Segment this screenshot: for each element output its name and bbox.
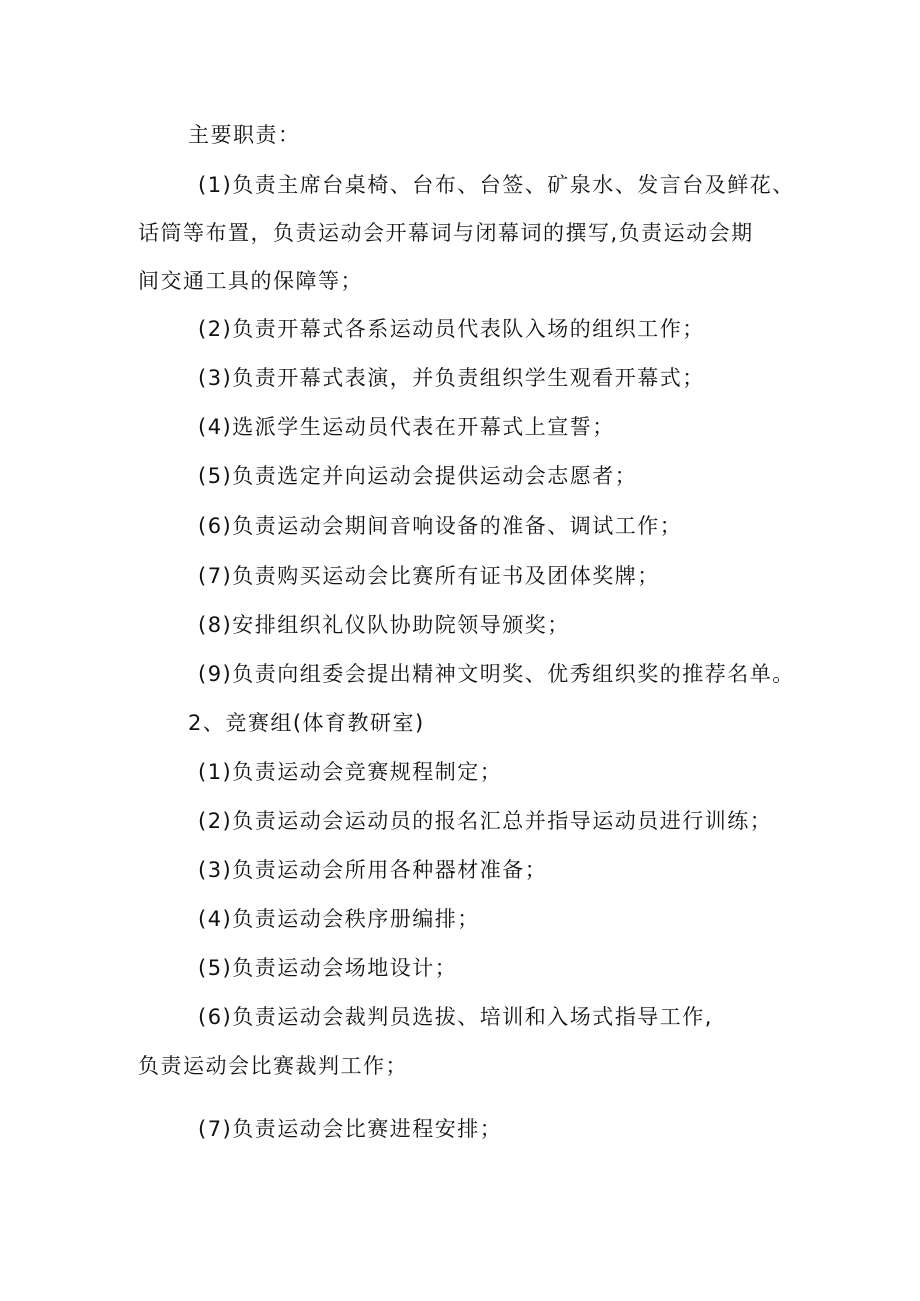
duty-item-1-line-2: 话筒等布置，负责运动会开幕词与闭幕词的撰写,负责运动会期 [138,221,754,245]
section-heading-competition-group: 2、竞赛组(体育教研室) [188,711,425,735]
duty-item-1-line-3: 间交通工具的保障等； [138,269,363,293]
duty-item-3: (3)负责开幕式表演，并负责组织学生观看开幕式； [198,366,705,390]
duty-item-4: (4)选派学生运动员代表在开幕式上宣誓； [198,415,615,439]
competition-item-2: (2)负责运动会运动员的报名汇总并指导运动员进行训练； [198,809,773,833]
duty-item-5: (5)负责选定并向运动会提供运动会志愿者； [198,464,638,488]
section-heading-main-duties: 主要职责： [188,123,301,147]
competition-item-6-line-1: (6)负责运动会裁判员选拔、培训和入场式指导工作, [198,1005,713,1029]
competition-item-1: (1)负责运动会竞赛规程制定； [198,760,503,784]
duty-item-9: (9)负责向组委会提出精神文明奖、优秀组织奖的推荐名单。 [198,662,795,686]
competition-item-5: (5)负责运动会场地设计； [198,956,458,980]
duty-item-2: (2)负责开幕式各系运动员代表队入场的组织工作； [198,317,705,341]
competition-item-7: (7)负责运动会比赛进程安排； [198,1117,503,1141]
duty-item-6: (6)负责运动会期间音响设备的准备、调试工作； [198,514,683,538]
competition-item-3: (3)负责运动会所用各种器材准备； [198,858,548,882]
duty-item-8: (8)安排组织礼仪队协助院领导颁奖； [198,613,570,637]
duty-item-7: (7)负责购买运动会比赛所有证书及团体奖牌； [198,564,660,588]
competition-item-6-line-2: 负责运动会比赛裁判工作； [138,1054,408,1078]
duty-item-1-line-1: (1)负责主席台桌椅、台布、台签、矿泉水、发言台及鲜花、 [198,173,795,197]
competition-item-4: (4)负责运动会秩序册编排； [198,907,480,931]
